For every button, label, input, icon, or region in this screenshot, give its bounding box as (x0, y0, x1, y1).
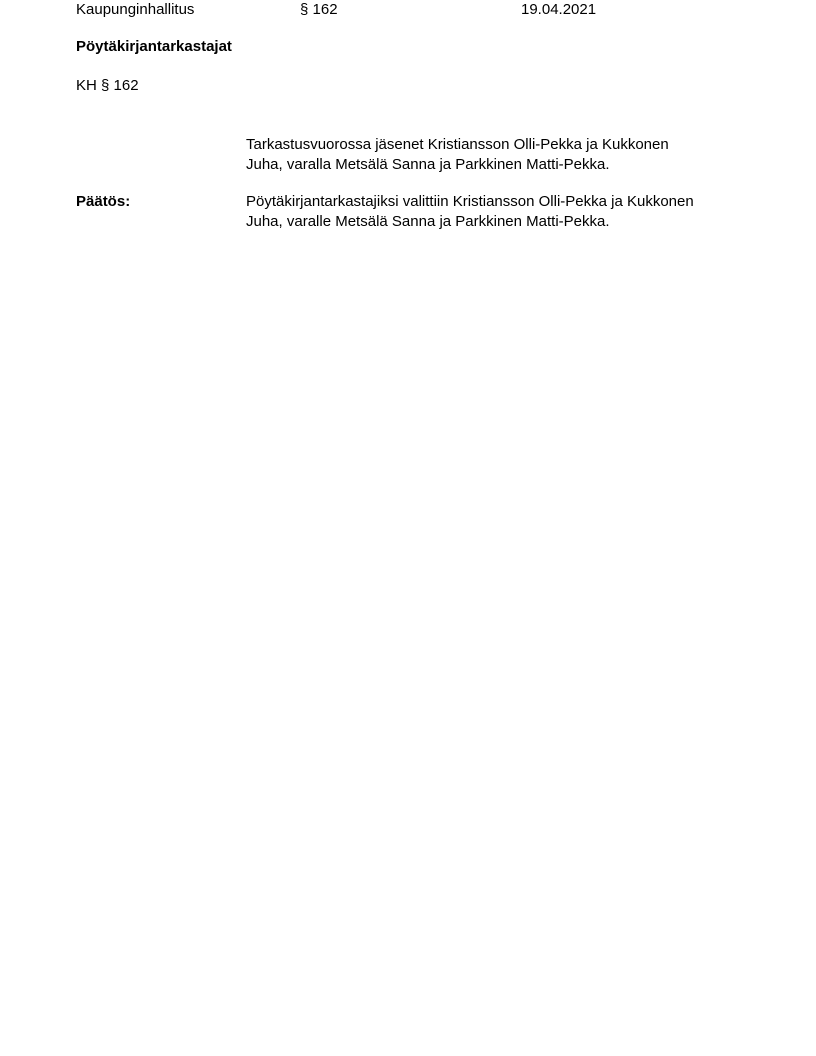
header-date: 19.04.2021 (521, 1, 597, 18)
proposal-text (246, 135, 746, 175)
section-reference: KH § 162 (76, 77, 139, 94)
header-section-number: § 162 (300, 1, 338, 18)
decision-line: Pöytäkirjantarkastajiksi valittiin Kristiansson Olli-Pekka ja Kukkonen (246, 193, 694, 210)
decision-label: Päätös: (76, 193, 131, 210)
header-body-name: Kaupunginhallitus (76, 1, 195, 18)
proposal-line: Juha, varalla Metsälä Sanna ja Parkkinen Matti-Pekka. (246, 156, 610, 173)
decision-text (246, 192, 746, 232)
decision-line: Juha, varalle Metsälä Sanna ja Parkkinen Matti-Pekka. (246, 213, 610, 230)
document-header (76, 0, 776, 20)
document-title: Pöytäkirjantarkastajat (76, 38, 232, 55)
proposal-line: Tarkastusvuorossa jäsenet Kristiansson Olli-Pekka ja Kukkonen (246, 136, 669, 153)
